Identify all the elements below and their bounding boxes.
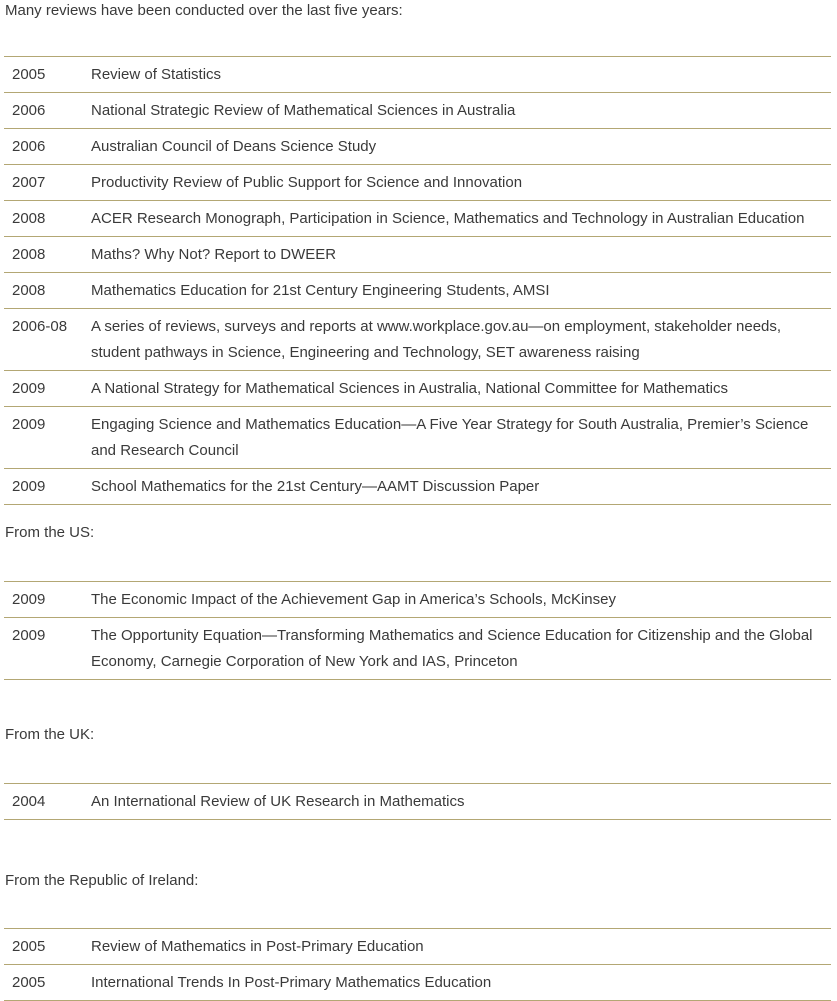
table-row (4, 929, 831, 965)
review-year: 2008 (12, 282, 46, 299)
review-year: 2009 (12, 416, 46, 433)
review-title: Maths? Why Not? Report to DWEER (91, 246, 337, 263)
review-title: The Economic Impact of the Achievement Gap in America’s Schools, McKinsey (91, 591, 616, 608)
us-reviews-table (4, 581, 831, 680)
table-row (4, 618, 831, 680)
uk-heading: From the UK: (5, 726, 95, 743)
ireland-reviews-table (4, 928, 831, 1001)
table-row (4, 965, 831, 1001)
review-title: International Trends In Post-Primary Mathematics Education (91, 974, 492, 991)
review-year: 2008 (12, 246, 46, 263)
intro-heading: Many reviews have been conducted over the last five years: (5, 2, 403, 19)
review-year: 2008 (12, 210, 46, 227)
table-row (4, 201, 831, 237)
review-title: Australian Council of Deans Science Study (91, 138, 377, 155)
table-row (4, 784, 831, 820)
review-title: National Strategic Review of Mathematical Sciences in Australia (91, 102, 516, 119)
review-title: Review of Mathematics in Post-Primary Education (91, 938, 424, 955)
review-title: Review of Statistics (91, 66, 222, 83)
review-title: A National Strategy for Mathematical Sciences in Australia, National Committee for Mathematics (91, 380, 728, 397)
review-year: 2004 (12, 793, 46, 810)
review-year: 2005 (12, 974, 46, 991)
table-row (4, 371, 831, 407)
us-heading: From the US: (5, 524, 95, 541)
review-title: School Mathematics for the 21st Century—AAMT Discussion Paper (91, 478, 540, 495)
table-row (4, 129, 831, 165)
review-year: 2009 (12, 627, 46, 644)
review-title: The Opportunity Equation—Transforming Mathematics and Science Education for Citizenship and the Global Economy, Carnegie Corporation of New York and IAS, Princeton (91, 627, 813, 670)
table-row (4, 57, 831, 93)
table-row (4, 582, 831, 618)
review-title: Productivity Review of Public Support for Science and Innovation (91, 174, 523, 191)
uk-reviews-table (4, 783, 831, 820)
table-row (4, 469, 831, 505)
review-title: A series of reviews, surveys and reports at www.workplace.gov.au—on employment, stakeholder needs, student pathways in Science, Engineering and Technology, SET awareness raising (91, 318, 782, 361)
review-year: 2005 (12, 938, 46, 955)
review-title: ACER Research Monograph, Participation in Science, Mathematics and Technology in Australian Education (91, 210, 805, 227)
review-year: 2005 (12, 66, 46, 83)
table-row (4, 273, 831, 309)
review-year: 2006 (12, 138, 46, 155)
review-year: 2007 (12, 174, 46, 191)
review-year: 2006-08 (12, 318, 68, 335)
australia-reviews-table (4, 56, 831, 505)
table-row (4, 93, 831, 129)
review-title: An International Review of UK Research in Mathematics (91, 793, 465, 810)
review-title: Mathematics Education for 21st Century Engineering Students, AMSI (91, 282, 550, 299)
table-row (4, 309, 831, 371)
table-row (4, 407, 831, 469)
review-year: 2009 (12, 380, 46, 397)
table-row (4, 165, 831, 201)
review-year: 2006 (12, 102, 46, 119)
ireland-heading: From the Republic of Ireland: (5, 872, 199, 889)
review-year: 2009 (12, 478, 46, 495)
review-title: Engaging Science and Mathematics Education—A Five Year Strategy for South Australia, Premier’s Science and Research Council (91, 416, 809, 459)
table-row (4, 237, 831, 273)
review-year: 2009 (12, 591, 46, 608)
